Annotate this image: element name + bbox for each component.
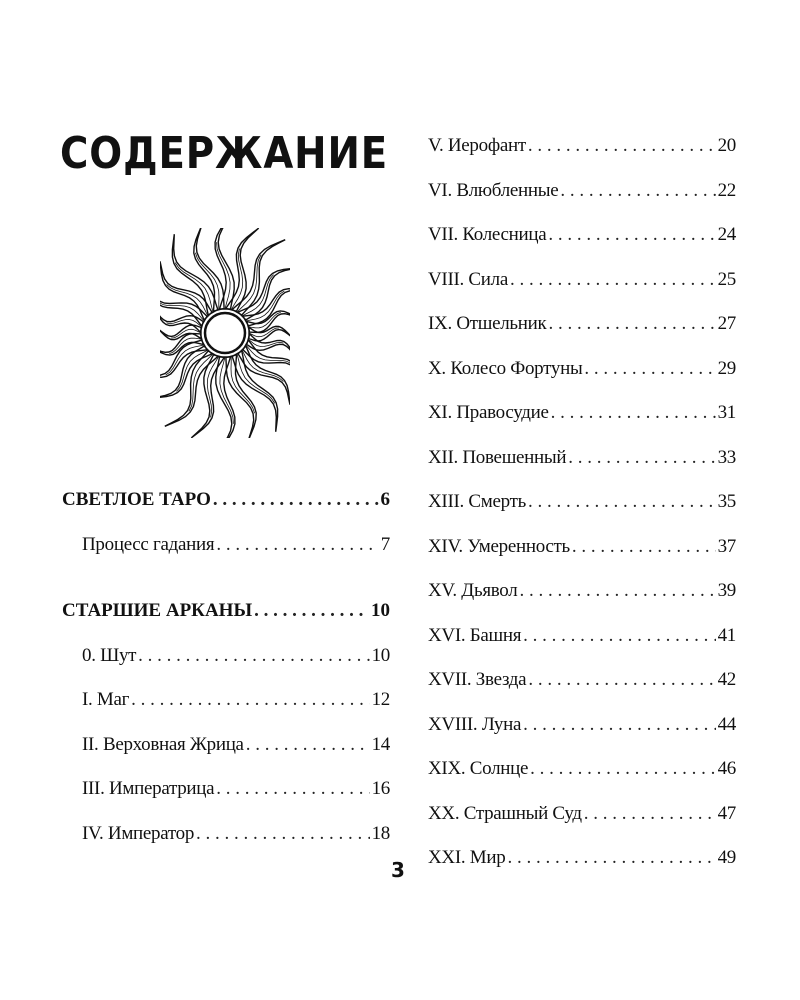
toc-entry[interactable]: [428, 569, 736, 614]
toc-entry[interactable]: [428, 391, 736, 436]
toc-entry-label: XVII. Звезда: [428, 669, 527, 690]
toc-entry-label: XVI. Башня: [428, 624, 522, 646]
toc-page-number: 22: [717, 179, 736, 201]
dot-leader: [196, 812, 370, 857]
dot-leader: [138, 634, 369, 679]
toc-page-number: 6: [380, 489, 390, 510]
toc-page-number: 14: [371, 733, 390, 755]
toc-entry[interactable]: [428, 436, 736, 481]
toc-page-number: 31: [717, 402, 736, 423]
sun-ray: [216, 357, 235, 438]
toc-section-label: СТАРШИЕ АРКАНЫ: [62, 600, 253, 621]
dot-leader: [523, 703, 715, 748]
toc-entry[interactable]: [62, 767, 390, 812]
toc-page-number: 44: [717, 713, 736, 735]
dot-leader: [528, 124, 716, 169]
toc-page-number: 10: [371, 600, 390, 621]
toc-entry-label: X. Колесо Фортуны: [428, 357, 583, 379]
toc-entry[interactable]: [428, 169, 736, 214]
toc-entry-label: VII. Колесница: [428, 224, 547, 245]
toc-page-number: 39: [717, 580, 736, 601]
sun-icon: [160, 228, 290, 438]
toc-entry-label: XI. Правосудие: [428, 402, 549, 423]
toc-entry[interactable]: [428, 525, 736, 570]
toc-entry[interactable]: [62, 723, 390, 768]
toc-page-number: 20: [717, 135, 736, 156]
toc-entry-label: III. Императрица: [82, 778, 215, 799]
toc-entry[interactable]: [62, 812, 390, 857]
toc-entry-label: V. Иерофант: [428, 135, 526, 156]
sun-ray: [194, 228, 224, 311]
toc-page-number: 18: [371, 822, 390, 844]
toc-entry[interactable]: [428, 658, 736, 703]
dot-leader: [528, 658, 715, 703]
toc-entry[interactable]: [428, 480, 736, 525]
dot-leader: [548, 302, 715, 347]
dot-leader: [216, 523, 378, 568]
toc-page-number: 7: [380, 533, 390, 555]
dot-leader: [510, 258, 716, 303]
sun-ray: [160, 311, 203, 333]
toc-entry-label: IX. Отшельник: [428, 313, 547, 334]
sun-ray: [226, 228, 259, 311]
dot-leader: [551, 391, 716, 436]
dot-leader: [572, 525, 716, 570]
toc-entry-label: XXI. Мир: [428, 847, 506, 868]
dot-leader: [548, 213, 715, 258]
sun-ray: [191, 355, 224, 438]
toc-entry[interactable]: [62, 634, 390, 679]
dot-leader: [507, 836, 715, 881]
toc-entry[interactable]: [62, 523, 390, 568]
dot-leader: [528, 480, 716, 525]
toc-section-major-arcana[interactable]: [62, 589, 390, 634]
toc-entry[interactable]: [428, 258, 736, 303]
dot-leader: [246, 723, 370, 768]
dot-leader: [523, 614, 715, 659]
sun-ray: [215, 228, 234, 309]
toc-page-number: 49: [717, 847, 736, 868]
toc-entry-label: 0. Шут: [82, 644, 137, 666]
toc-page-number: 46: [717, 758, 736, 779]
toc-entry-label: XVIII. Луна: [428, 713, 522, 735]
dot-leader: [254, 589, 369, 634]
dot-leader: [530, 747, 715, 792]
toc-page-number: 16: [371, 778, 390, 799]
toc-entry-label: XIX. Солнце: [428, 758, 529, 779]
toc-page-number: 41: [717, 624, 736, 646]
dot-leader: [216, 767, 369, 812]
toc-entry[interactable]: [62, 678, 390, 723]
dot-leader: [213, 478, 379, 523]
dot-leader: [560, 169, 715, 214]
sun-ray: [247, 334, 290, 356]
toc-entry-label: II. Верховная Жрица: [82, 733, 244, 755]
toc-page-number: 47: [717, 802, 736, 824]
toc-entry[interactable]: [428, 302, 736, 347]
toc-page-number: 12: [371, 689, 390, 710]
toc-left-column: [62, 478, 390, 856]
toc-entry[interactable]: [428, 213, 736, 258]
toc-entry[interactable]: [428, 124, 736, 169]
page-title: СОДЕРЖАНИЕ: [60, 128, 389, 179]
toc-page-number: 37: [717, 535, 736, 557]
toc-entry-label: XV. Дьявол: [428, 580, 518, 601]
toc-entry-label: Процесс гадания: [82, 533, 215, 555]
toc-page-number: 33: [717, 446, 736, 468]
toc-entry-label: IV. Император: [82, 822, 195, 844]
toc-section-light-tarot[interactable]: [62, 478, 390, 523]
toc-entry[interactable]: [428, 747, 736, 792]
toc-entry[interactable]: [428, 703, 736, 748]
toc-entry-label: VIII. Сила: [428, 268, 508, 290]
toc-page-number: 29: [717, 357, 736, 379]
dot-leader: [568, 436, 715, 481]
page-number: 3: [391, 858, 405, 882]
sun-ray: [226, 355, 256, 438]
toc-page-number: 25: [717, 268, 736, 290]
toc-entry-label: XIII. Смерть: [428, 491, 526, 512]
toc-entry-label: XIV. Умеренность: [428, 535, 570, 557]
toc-entry-label: XX. Страшный Суд: [428, 802, 582, 824]
dot-leader: [584, 347, 715, 392]
toc-page-number: 35: [717, 491, 736, 512]
toc-entry-label: VI. Влюбленные: [428, 179, 559, 201]
toc-section-label: СВЕТЛОЕ ТАРО: [62, 489, 211, 510]
dot-leader: [584, 792, 716, 837]
dot-leader: [519, 569, 715, 614]
toc-right-column: [428, 124, 736, 881]
toc-entry[interactable]: [428, 792, 736, 837]
toc-page-number: 27: [717, 313, 736, 334]
toc-entry[interactable]: [428, 836, 736, 881]
toc-page-number: 10: [371, 644, 390, 666]
toc-page-number: 42: [717, 669, 736, 690]
toc-page-number: 24: [717, 224, 736, 245]
toc-entry[interactable]: [428, 614, 736, 659]
toc-entry[interactable]: [428, 347, 736, 392]
section-spacer: [62, 567, 390, 589]
toc-entry-label: I. Маг: [82, 689, 130, 710]
toc-entry-label: XII. Повешенный: [428, 446, 567, 468]
dot-leader: [131, 678, 369, 723]
